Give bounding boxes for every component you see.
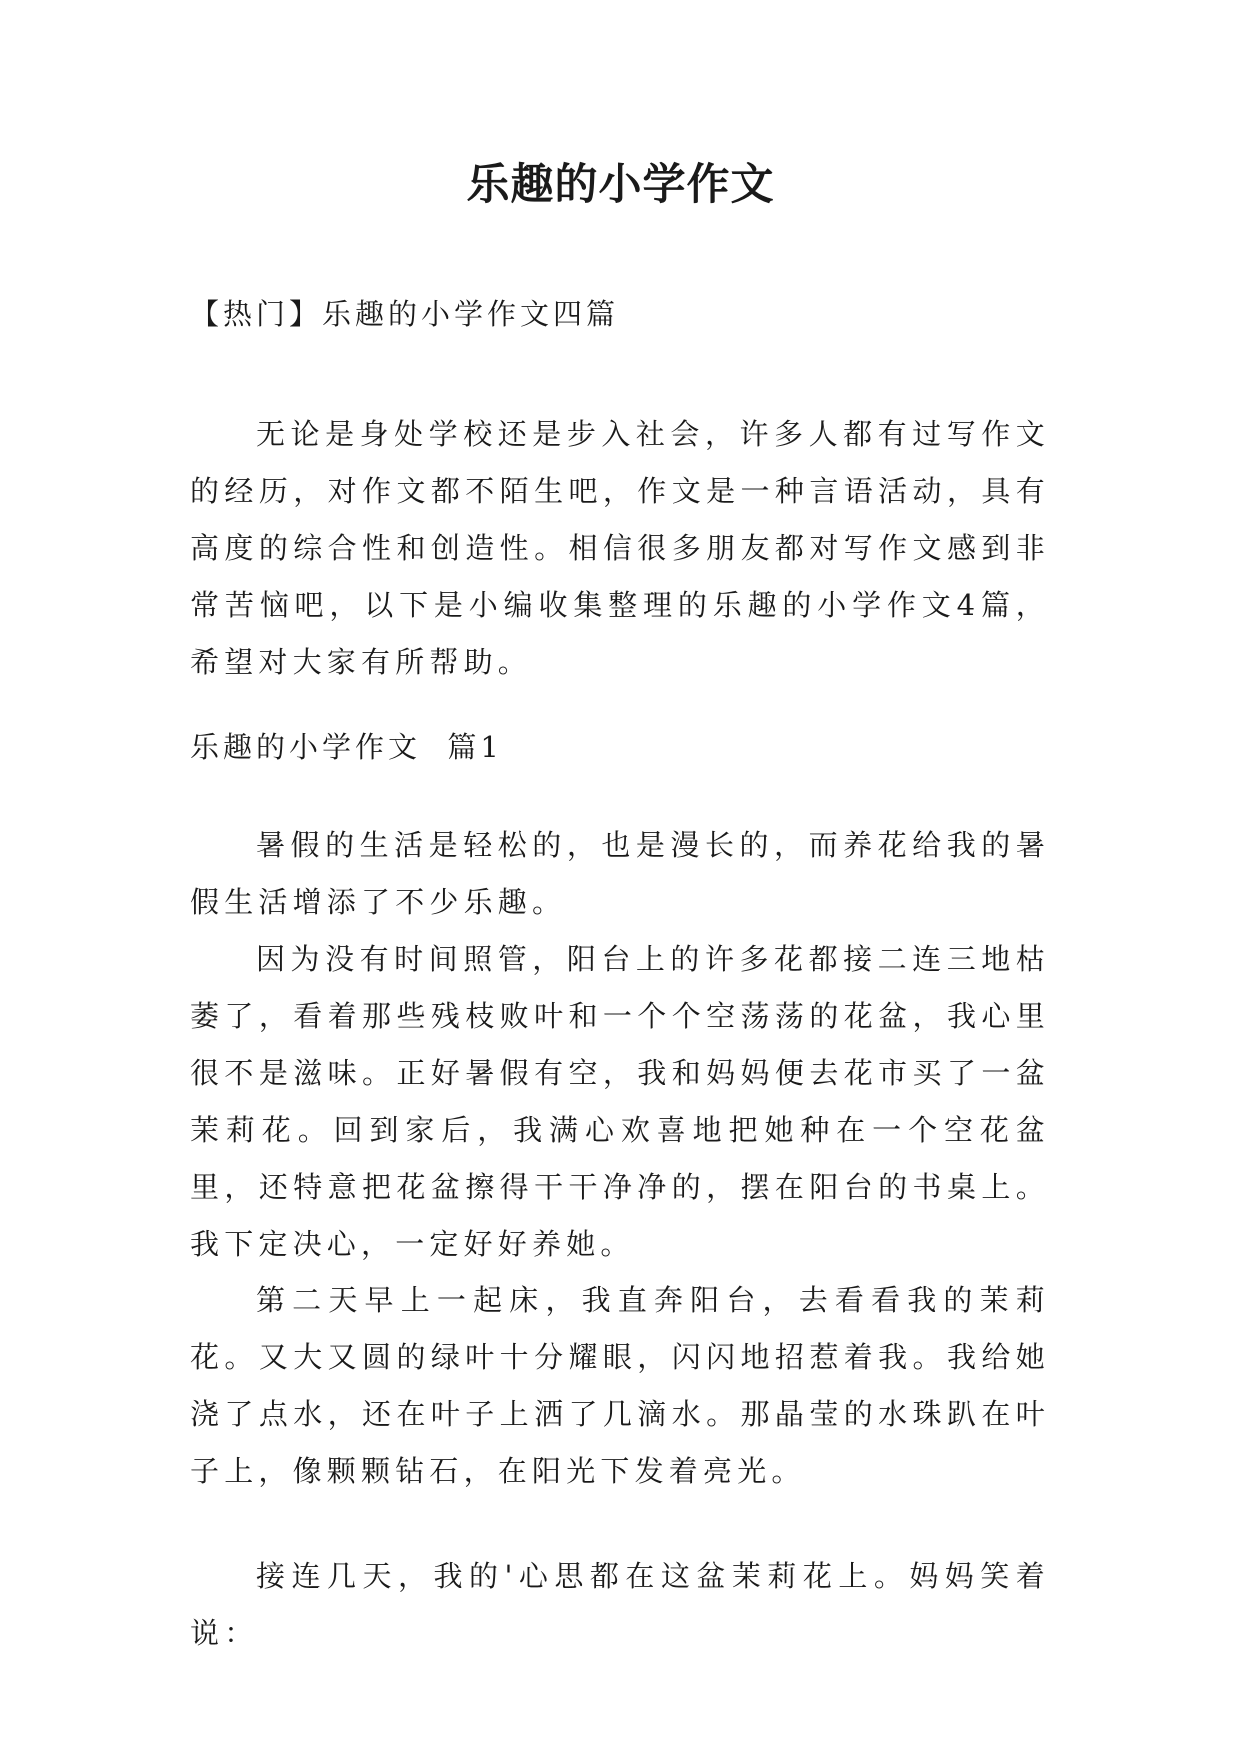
body-paragraph: 因为没有时间照管，阳台上的许多花都接二连三地枯萎了，看着那些残枝败叶和一个个空荡荡的花盆，我心里很不是滋味。正好暑假有空，我和妈妈便去花市买了一盆茉莉花。回到家后，我满心欢喜地把她种在一个空花盆里，还特意把花盆擦得干干净净的，摆在阳台的书桌上。我下定决心，一定好好养她。 — [190, 942, 1050, 1261]
body-paragraph: 第二天早上一起床，我直奔阳台，去看看我的茉莉花。又大又圆的绿叶十分耀眼，闪闪地招惹着我。我给她浇了点水，还在叶子上洒了几滴水。那晶莹的水珠趴在叶子上，像颗颗钻石，在阳光下发着亮光。 — [190, 1283, 1050, 1488]
body-paragraph: 接连几天，我的'心思都在这盆茉莉花上。妈妈笑着说： — [190, 1559, 1050, 1650]
document-title: 乐趣的小学作文 — [466, 160, 775, 210]
section-heading: 乐趣的小学作文 篇1 — [190, 730, 503, 764]
intro-paragraph: 无论是身处学校还是步入社会，许多人都有过写作文的经历，对作文都不陌生吧，作文是一种言语活动，具有高度的综合性和创造性。相信很多朋友都对写作文感到非常苦恼吧，以下是小编收集整理的乐趣的小学作文4篇，希望对大家有所帮助。 — [190, 417, 1050, 679]
body-paragraph: 暑假的生活是轻松的，也是漫长的，而养花给我的暑假生活增添了不少乐趣。 — [190, 828, 1050, 919]
document-subtitle: 【热门】乐趣的小学作文四篇 — [190, 297, 620, 331]
